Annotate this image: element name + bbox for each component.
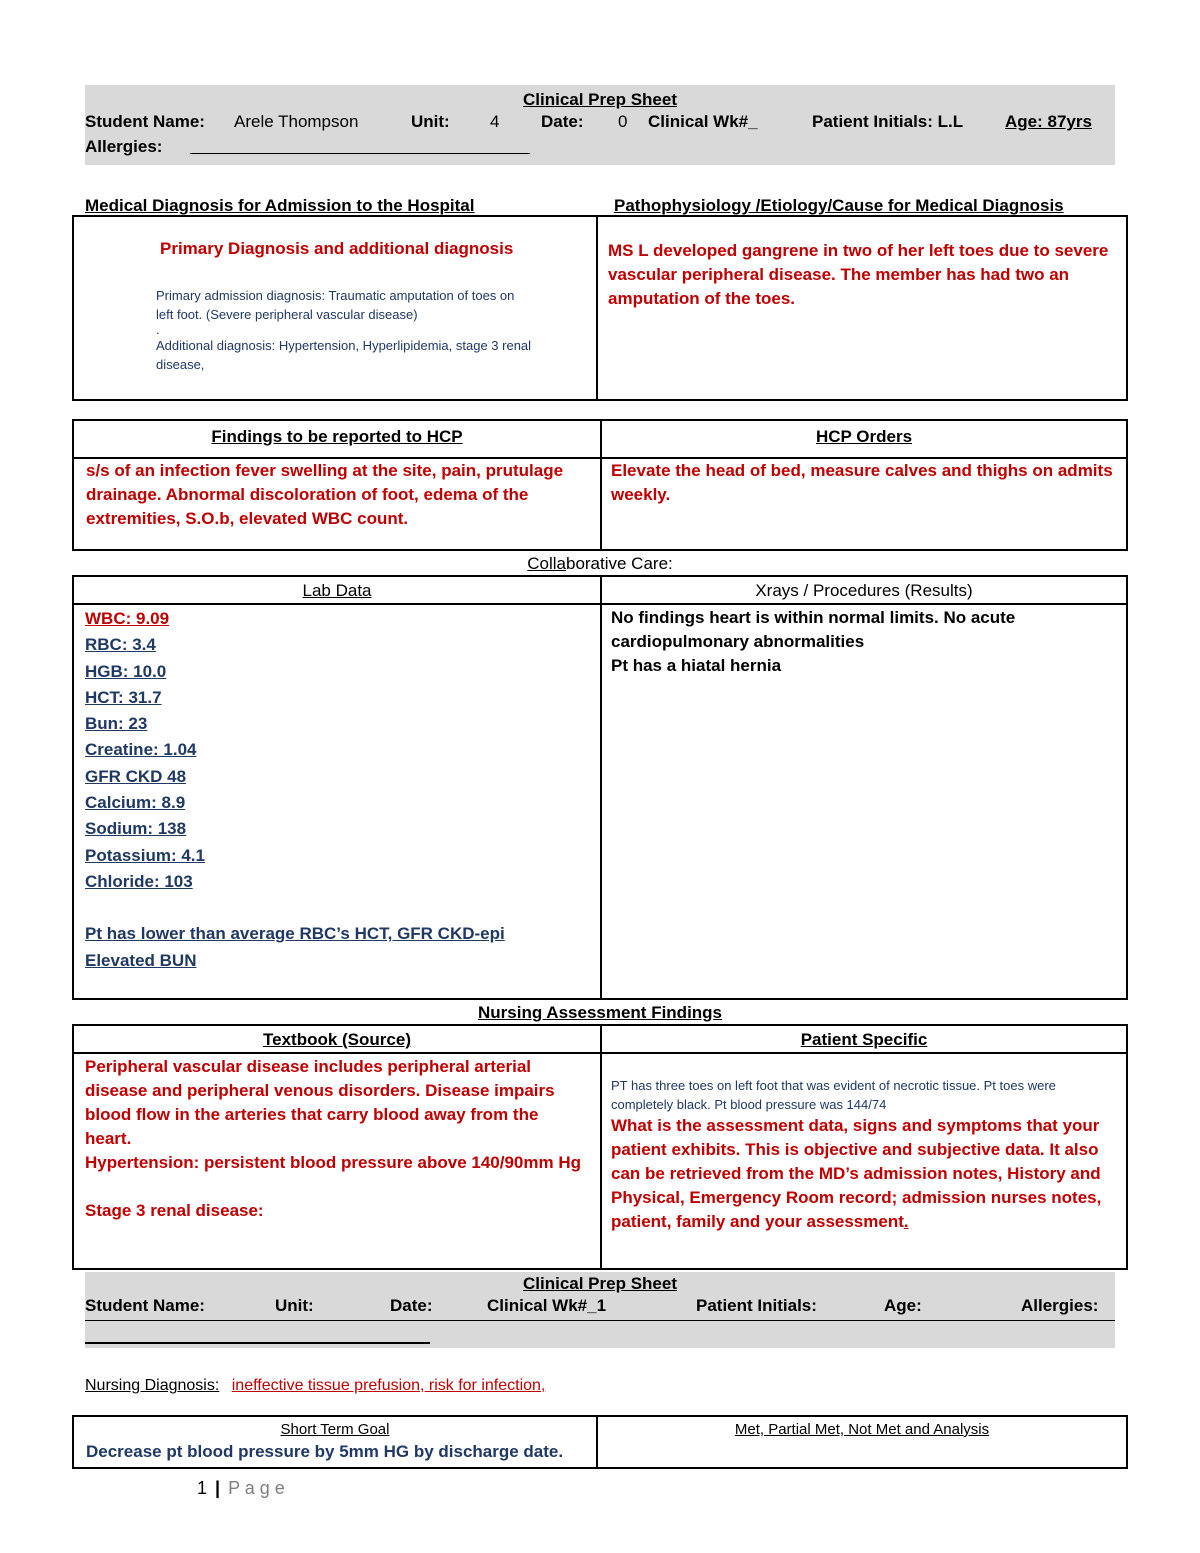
- student-info-row-2: [85, 1296, 1115, 1321]
- nursing-assessment-table: [72, 1024, 1128, 1270]
- textbook-line-2: disease and peripheral venous disorders. Disease impairs: [85, 1081, 555, 1100]
- date-label: Date:: [541, 112, 584, 131]
- textbook-line-5: Hypertension: persistent blood pressure above 140/90mm Hg: [85, 1153, 581, 1172]
- diagnosis-divider: [596, 217, 598, 399]
- primary-diagnosis-heading: Primary Diagnosis and additional diagnosis: [160, 239, 514, 258]
- lab-value: RBC: 3.4: [85, 635, 156, 655]
- student-name-value: Arele Thompson: [234, 112, 359, 131]
- lab-note-2: Elevated BUN: [85, 950, 197, 970]
- patient-initials-2: Patient Initials:: [696, 1296, 817, 1315]
- goal-table: [72, 1415, 1128, 1469]
- clinical-week-2: Clinical Wk#_1: [487, 1296, 607, 1315]
- lab-value: GFR CKD 48: [85, 766, 187, 786]
- findings-title: Findings to be reported to HCP: [211, 427, 463, 446]
- patient-note-2: completely black. Pt blood pressure was 144/74: [611, 1097, 887, 1112]
- lab-value: Creatine: 1.04: [85, 740, 197, 760]
- lab-value: WBC: 9.09: [85, 609, 170, 628]
- patient-prompt-2: patient exhibits. This is objective and subjective data. It also: [611, 1140, 1099, 1159]
- patient-prompt-3: can be retrieved from the MD’s admission notes, History and: [611, 1164, 1101, 1183]
- findings-text: [86, 459, 596, 531]
- lab-value: Chloride: 103: [85, 871, 193, 891]
- page-number: 1: [197, 1478, 208, 1498]
- hcp-orders-title: HCP Orders: [815, 427, 913, 446]
- orders-line-1: Elevate the head of bed, measure calves and thighs on admits: [611, 461, 1113, 480]
- xrays-title: Xrays / Procedures (Results): [755, 581, 973, 600]
- lab-value: Bun: 23: [85, 714, 148, 734]
- xray-results-text: [611, 606, 1121, 678]
- lab-value: HGB: 10.0: [85, 661, 167, 681]
- primary-line-2: left foot. (Severe peripheral vascular disease): [156, 307, 418, 322]
- additional-line-1: Additional diagnosis: Hypertension, Hyperlipidemia, stage 3 renal: [156, 338, 532, 353]
- lab-value: Sodium: 138: [85, 819, 187, 839]
- findings-line-3: extremities, S.O.b, elevated WBC count.: [86, 509, 409, 528]
- student-name-label-2: Student Name:: [85, 1296, 205, 1315]
- student-name-label: Student Name:: [85, 112, 205, 131]
- textbook-line-6: Stage 3 renal disease:: [85, 1201, 264, 1220]
- primary-line-1: Primary admission diagnosis: Traumatic amputation of toes on: [156, 288, 515, 303]
- nursing-divider: [600, 1026, 602, 1268]
- textbook-line-1: Peripheral vascular disease includes peripheral arterial: [85, 1057, 532, 1076]
- medical-diagnosis-title: Medical Diagnosis for Admission to the Hospital: [85, 196, 475, 215]
- patient-age-2: Age:: [884, 1296, 922, 1315]
- findings-table: [72, 419, 1128, 551]
- allergies-label: Allergies:: [85, 137, 163, 156]
- patient-note-1: PT has three toes on left foot that was evident of necrotic tissue. Pt toes were: [611, 1078, 1056, 1093]
- textbook-line-4: heart.: [85, 1129, 132, 1148]
- sheet-title: Clinical Prep Sheet: [523, 90, 677, 109]
- textbook-text: [85, 1055, 597, 1223]
- nursing-header-rule: [74, 1052, 1126, 1054]
- collab-header-rule: [74, 603, 1126, 605]
- xray-line-1: No findings heart is within normal limits. No acute: [611, 608, 1016, 627]
- primary-diagnosis-text: [156, 286, 596, 374]
- allergies-row: [85, 137, 1115, 163]
- allergies-blank-2: [85, 1342, 430, 1344]
- unit-label: Unit:: [411, 112, 450, 131]
- clinical-week: Clinical Wk#_: [648, 112, 758, 131]
- patho-line-2: vascular peripheral disease. The member has had two an: [608, 265, 1070, 284]
- patient-prompt-5-text: patient, family and your assessment: [611, 1212, 904, 1231]
- nursing-assessment-title: Nursing Assessment Findings: [477, 1003, 723, 1022]
- dot-line: .: [156, 322, 160, 337]
- unit-label-2: Unit:: [275, 1296, 314, 1315]
- patient-initials: Patient Initials: L.L: [812, 112, 964, 131]
- met-analysis-title: Met, Partial Met, Not Met and Analysis: [734, 1421, 990, 1438]
- diagnosis-table: [72, 215, 1128, 401]
- patient-age: Age: 87yrs: [1005, 112, 1092, 131]
- short-term-goal-title: Short Term Goal: [280, 1421, 390, 1438]
- collab-title-underlined: Colla: [527, 554, 566, 573]
- page-separator: |: [215, 1478, 221, 1498]
- patho-line-1: MS L developed gangrene in two of her left toes due to severe: [608, 241, 1109, 260]
- unit-value: 4: [490, 112, 500, 131]
- textbook-source-title: Textbook (Source): [263, 1030, 411, 1049]
- header-block-2: [85, 1272, 1115, 1348]
- lab-values-list: [85, 606, 595, 974]
- allergies-blank: [190, 137, 530, 154]
- patient-specific-title: Patient Specific: [800, 1030, 928, 1049]
- date-value: 0: [618, 112, 628, 131]
- nursing-diagnosis-label: Nursing Diagnosis:: [85, 1377, 220, 1394]
- additional-line-2: disease,: [156, 357, 205, 372]
- short-term-goal-text: Decrease pt blood pressure by 5mm HG by discharge date.: [86, 1442, 564, 1461]
- lab-value: Potassium: 4.1: [85, 845, 205, 865]
- student-info-row: [85, 112, 1115, 138]
- hcp-orders-text: [611, 459, 1121, 507]
- patho-line-3: amputation of the toes.: [608, 289, 795, 308]
- lab-data-title: Lab Data: [302, 581, 372, 600]
- collab-title-rest: borative Care:: [565, 554, 673, 573]
- lab-value: Calcium: 8.9: [85, 793, 186, 813]
- page-label: P a g e: [228, 1478, 285, 1498]
- pathophysiology-title: Pathophysiology /Etiology/Cause for Medical Diagnosis: [614, 196, 1064, 215]
- orders-line-2: weekly.: [611, 485, 671, 504]
- date-label-2: Date:: [390, 1296, 433, 1315]
- nursing-diagnosis-value: ineffective tissue prefusion, risk for infection,: [231, 1377, 546, 1394]
- sheet-title-2: Clinical Prep Sheet: [523, 1274, 677, 1293]
- lab-value: HCT: 31.7: [85, 687, 162, 707]
- allergies-label-2: Allergies:: [1021, 1296, 1099, 1315]
- collaborative-care-table: [72, 575, 1128, 1000]
- patient-specific-text: [611, 1076, 1123, 1234]
- nursing-diagnosis-row: [85, 1377, 545, 1395]
- pathophysiology-text: [608, 239, 1123, 311]
- xray-line-3: Pt has a hiatal hernia: [611, 656, 782, 675]
- header-block-1: [85, 85, 1115, 165]
- xray-line-2: cardiopulmonary abnormalities: [611, 632, 865, 651]
- textbook-line-3: blood flow in the arteries that carry blood away from the: [85, 1105, 539, 1124]
- findings-line-1: s/s of an infection fever swelling at the site, pain, prutulage: [86, 461, 564, 480]
- patient-prompt-1: What is the assessment data, signs and symptoms that your: [611, 1116, 1100, 1135]
- findings-line-2: drainage. Abnormal discoloration of foot, edema of the: [86, 485, 529, 504]
- page-footer: [197, 1478, 285, 1499]
- patient-prompt-5: [611, 1210, 1123, 1234]
- patient-prompt-period: .: [903, 1212, 909, 1231]
- collab-divider: [600, 577, 602, 998]
- lab-note-1: Pt has lower than average RBC’s HCT, GFR CKD-epi: [85, 924, 505, 944]
- collaborative-care-title: [72, 554, 1128, 574]
- patient-prompt-4: Physical, Emergency Room record; admission nurses notes,: [611, 1188, 1102, 1207]
